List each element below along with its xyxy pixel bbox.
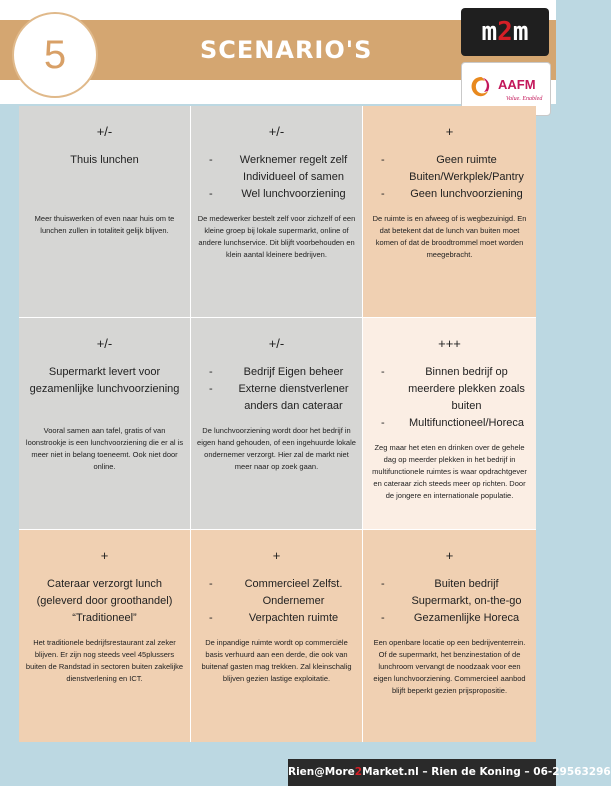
- footer-contact-rest: – Rien de Koning – 06-29563296: [418, 766, 611, 778]
- scenario-rating: +/-: [268, 124, 285, 139]
- scenario-title: [369, 576, 530, 627]
- scenario-title: [25, 364, 184, 415]
- scenario-title: [197, 364, 356, 415]
- scenario-rating: +: [445, 124, 454, 139]
- scenario-bullet: [369, 364, 530, 415]
- bullet-dash: -: [209, 612, 213, 624]
- bullet-text: Wel lunchvoorziening: [241, 188, 346, 200]
- scenario-description: Meer thuiswerken of even naar huis om te lunchen zullen in totaliteit gelijk blijven.: [34, 214, 175, 235]
- scenario-rating: +: [445, 548, 454, 563]
- bullet-text: Commercieel Zelfst. Ondernemer: [244, 578, 343, 607]
- scenario-bullet: [197, 364, 356, 381]
- bullet-dash: -: [381, 188, 385, 200]
- scenario-cell: [19, 106, 191, 318]
- scenario-cell: [191, 318, 363, 530]
- scenario-description: De medewerker bestelt zelf voor zichzelf of een kleine groep bij lokale supermarkt, online of andere lunchservice. Dit blijft voorbehouden en klein aantal kleinere bedrijven.: [197, 214, 356, 259]
- aafm-logo-name: AAFM: [498, 77, 536, 92]
- scenario-bullet: [369, 152, 530, 186]
- bullet-dash: -: [381, 366, 385, 378]
- m2m-logo-m: m: [481, 17, 498, 47]
- bullet-dash: -: [381, 154, 385, 166]
- bullet-text: Bedrijf Eigen beheer: [243, 366, 344, 378]
- bullet-text: Buiten bedrijf Supermarkt, on-the-go: [411, 578, 522, 607]
- scenario-description: Het traditionele bedrijfsrestaurant zal zeker blijven. Er zijn nog steeds veel 45plussers buiten de Randstad in sectoren buiten zakelijke dienstverlening en ICT.: [25, 638, 184, 683]
- scenario-title: [369, 152, 530, 203]
- scenario-description: Zeg maar het eten en drinken over de gehele dag op meerder plekken in het bedrijf in multifunctionele ruimtes is waar opdrachtgever en cateraar zich steeds meer op richten. Door de jongere en internationale populatie.: [372, 443, 527, 500]
- scenario-bullet: [197, 576, 356, 610]
- contact-footer: [288, 759, 611, 786]
- bullet-dash: -: [209, 383, 213, 395]
- scenario-description: Een openbare locatie op een bedrijventerrein. Of de supermarkt, het benzinestation of de lunchroom vervangt de noodzaak voor een eigen lunchvoorziening. Commercieel aanbod blijft beperkt gezien prijspropositie.: [373, 638, 526, 695]
- scenario-title: [197, 576, 356, 627]
- scenario-cell: [191, 530, 363, 742]
- chapter-number: 5: [43, 32, 67, 77]
- bullet-dash: -: [209, 366, 213, 378]
- scenario-cell: [363, 106, 536, 318]
- bullet-text: Multifunctioneel/Horeca: [409, 417, 524, 429]
- m2m-logo-m2: m: [512, 17, 529, 47]
- scenario-grid: [19, 106, 536, 742]
- scenario-cell: [191, 106, 363, 318]
- scenario-cell: [19, 318, 191, 530]
- scenario-title: [369, 364, 530, 432]
- scenario-title-line: Supermarkt levert voor gezamenlijke lunchvoorziening: [29, 366, 180, 395]
- bullet-text: Gezamenlijke Horeca: [413, 612, 520, 624]
- scenario-bullet: [369, 415, 530, 432]
- scenario-cell: [363, 530, 536, 742]
- bullet-text: Werknemer regelt zelf Individueel of samen: [239, 154, 348, 183]
- scenario-title: [25, 152, 184, 203]
- scenario-cell: [19, 530, 191, 742]
- bullet-text: Geen ruimte Buiten/Werkplek/Pantry: [409, 154, 524, 183]
- bullet-text: Geen lunchvoorziening: [410, 188, 523, 200]
- scenario-bullet: [369, 186, 530, 203]
- aafm-swirl-icon: [466, 73, 496, 103]
- bullet-dash: -: [209, 578, 213, 590]
- scenario-rating: +: [272, 548, 281, 563]
- m2m-logo-two: 2: [497, 17, 513, 47]
- scenario-bullet: [369, 610, 530, 627]
- scenario-title: [197, 152, 356, 203]
- scenario-rating: +/-: [96, 124, 113, 139]
- bullet-dash: -: [381, 578, 385, 590]
- bullet-text: Externe dienstverlener anders dan cateraar: [238, 383, 349, 412]
- scenario-description: De ruimte is en afweeg of is wegbezuinigd. En dat betekent dat de lunch van buiten moet komen of dat de broodtrommel moet worden meegebracht.: [372, 214, 527, 259]
- footer-email-part2: Market.nl: [362, 766, 419, 778]
- scenario-bullet: [197, 152, 356, 186]
- scenario-bullet: [197, 381, 356, 415]
- page-title: SCENARIO'S: [200, 36, 373, 64]
- scenario-rating: +++: [438, 336, 461, 351]
- scenario-bullet: [369, 576, 530, 610]
- scenario-cell: [363, 318, 536, 530]
- bullet-text: Binnen bedrijf op meerdere plekken zoals buiten: [408, 366, 525, 412]
- bullet-dash: -: [209, 188, 213, 200]
- chapter-number-circle: [12, 12, 98, 98]
- scenario-rating: +: [100, 548, 109, 563]
- bullet-dash: -: [381, 612, 385, 624]
- scenario-bullet: [197, 610, 356, 627]
- aafm-logo-tagline: Value. Enabled: [506, 96, 543, 102]
- scenario-bullet: [197, 186, 356, 203]
- scenario-title-line: Cateraar verzorgt lunch (geleverd door groothandel) “Traditioneel”: [36, 578, 173, 624]
- bullet-dash: -: [381, 417, 385, 429]
- scenario-description: De lunchvoorziening wordt door het bedrijf in eigen hand gehouden, of een ingehuurde lokale ondernemer verzorgt. Hier zal de markt niet meer naar op zoek gaan.: [197, 426, 356, 471]
- m2m-logo: [461, 8, 549, 56]
- scenario-description: De inpandige ruimte wordt op commerciële basis verhuurd aan een derde, die ook van buitenaf gasten mag trekken. Zal kleinschalig blijven gezien lastige exploitatie.: [201, 638, 352, 683]
- scenario-title-line: Thuis lunchen: [70, 154, 139, 166]
- scenario-description: Vooral samen aan tafel, gratis of van loonstrookje is een lunchvoorziening die er al is meer niet in belang toeneemt. Ook niet door online.: [25, 426, 184, 471]
- bullet-text: Verpachten ruimte: [248, 612, 339, 624]
- scenario-rating: +/-: [268, 336, 285, 351]
- bullet-dash: -: [209, 154, 213, 166]
- footer-email-part1: Rien@More: [288, 766, 355, 778]
- scenario-rating: +/-: [96, 336, 113, 351]
- scenario-title: [25, 576, 184, 627]
- footer-email-red: 2: [354, 766, 363, 778]
